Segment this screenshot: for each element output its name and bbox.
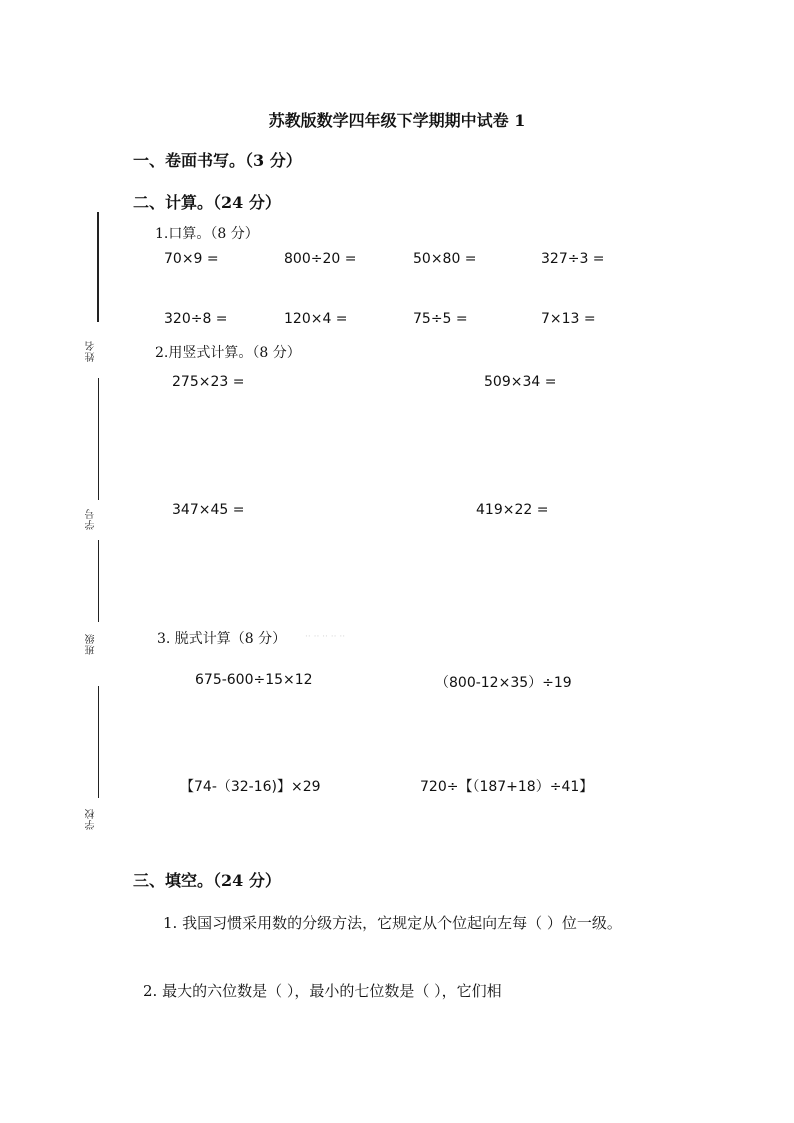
oral-calc-item: 75÷5 = bbox=[413, 311, 468, 327]
faint-watermark-text: ·· ·· ·· ·· ·· bbox=[305, 632, 346, 642]
vertical-calc-item: 509×34 = bbox=[484, 374, 557, 390]
oral-calc-item: 50×80 = bbox=[413, 251, 477, 267]
vertical-calc-item: 419×22 = bbox=[476, 502, 549, 518]
class-label: 班级 bbox=[86, 633, 97, 655]
binding-line bbox=[97, 212, 99, 322]
student-number-label: 学号 bbox=[86, 508, 97, 530]
oral-calc-item: 320÷8 = bbox=[164, 311, 228, 327]
part-2-heading: 2.用竖式计算。（8 分） bbox=[155, 345, 301, 361]
vertical-calc-item: 347×45 = bbox=[172, 502, 245, 518]
mixed-calc-item: 675-600÷15×12 bbox=[195, 672, 313, 688]
school-label: 学校 bbox=[86, 808, 97, 830]
fill-blank-question-2: 2. 最大的六位数是（ ），最小的七位数是（ ），它们相 bbox=[143, 982, 502, 1000]
mixed-calc-item: 【74-（32-16)】×29 bbox=[180, 779, 321, 795]
name-label: 姓名 bbox=[86, 340, 97, 362]
part-1-heading: 1.口算。（8 分） bbox=[155, 226, 259, 242]
section-2-heading: 二、计算。（24 分） bbox=[133, 193, 281, 212]
mixed-calc-item: （800-12×35）÷19 bbox=[435, 675, 572, 691]
part-3-heading: 3. 脱式计算（8 分） bbox=[157, 631, 287, 647]
binding-line bbox=[98, 540, 99, 622]
oral-calc-item: 800÷20 = bbox=[284, 251, 357, 267]
section-1-heading: 一、卷面书写。（3 分） bbox=[133, 151, 302, 170]
binding-line bbox=[98, 686, 99, 798]
oral-calc-item: 120×4 = bbox=[284, 311, 348, 327]
fill-blank-question-1: 1. 我国习惯采用数的分级方法，它规定从个位起向左每（ ）位一级。 bbox=[163, 914, 622, 932]
oral-calc-item: 70×9 = bbox=[164, 251, 219, 267]
oral-calc-item: 7×13 = bbox=[541, 311, 596, 327]
binding-line bbox=[98, 378, 99, 500]
oral-calc-item: 327÷3 = bbox=[541, 251, 605, 267]
vertical-calc-item: 275×23 = bbox=[172, 374, 245, 390]
page-title: 苏教版数学四年级下学期期中试卷 1 bbox=[268, 111, 526, 130]
section-3-heading: 三、填空。（24 分） bbox=[133, 871, 281, 890]
mixed-calc-item: 720÷【（187+18）÷41】 bbox=[420, 779, 594, 795]
